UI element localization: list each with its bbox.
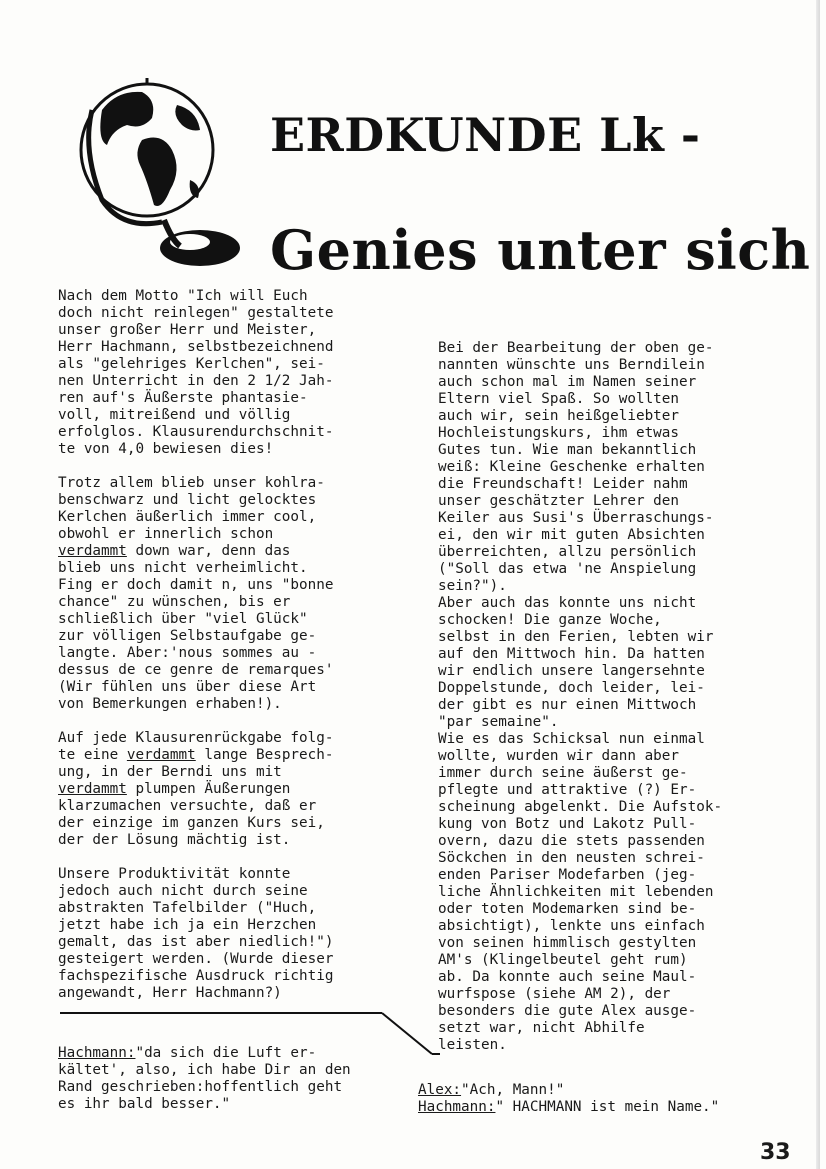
speaker-label: Hachmann: (58, 1045, 136, 1061)
footnote-hachmann-left: Hachmann:"da sich die Luft er- kältet', also, ich habe Dir an den Rand geschrieben:hoffentlich geht es ihr bald besser." (58, 1045, 351, 1112)
underlined-word: verdammt (58, 543, 127, 559)
underlined-word: verdammt (126, 747, 196, 763)
speaker-label: Alex: (418, 1082, 462, 1098)
paragraph-4: Unsere Produktivität konnte jedoch auch nicht durch seine abstrakten Tafelbilder ("Huch, jetzt habe ich ja ein Herzchen gemalt, das ist aber niedlich!") gesteigert werden. (Wurde dieser fachspezifische Ausdruck richtig angewandt, Herr Hachmann?) (58, 866, 334, 1001)
underlined-word: verdammt (58, 781, 127, 797)
paragraph-3: Auf jede Klausurenrückgabe folg- te eine verdammt lange Besprech- ung, in der Berndi uns mit verdammt plumpen Äußerungen klarzumachen versuchte, daß er der einzige im ganzen Kurs sei, der der Lösung mächtig ist. (58, 730, 334, 848)
article-title-line1: ERDKUNDE Lk - (270, 108, 701, 162)
right-column (438, 340, 778, 1071)
paragraph-2: Trotz allem blieb unser kohlra- benschwarz und licht gelocktes Kerlchen äußerlich immer cool, obwohl er innerlich schon verdammt down war, denn das blieb uns nicht verheimlicht. Fing er doch damit n, uns "bonne chance" zu wünschen, bis er schließlich über "viel Glück" zur völligen Selbstaufgabe ge- langte. Aber:'nous sommes au - dessus de ce genre de remarques' (Wir fühlen uns über diese Art von Bemerkungen erhaben!). (58, 475, 334, 712)
globe-icon (72, 70, 242, 280)
paragraph-1: Nach dem Motto "Ich will Euch doch nicht reinlegen" gestaltete unser großer Herr und Meister, Herr Hachmann, selbstbezeichnend als "gelehriges Kerlchen", sei- nen Unterricht in den 2 1/2 Jah- ren auf's Äußerste phantasie- voll, mitreißend und völlig erfolglos. Klausurendurchschnit- te von 4,0 bewiesen dies! (58, 288, 334, 457)
article-title-line2: Genies unter sich (270, 218, 811, 282)
speaker-label: Hachmann: (418, 1099, 496, 1115)
page-edge-shadow (816, 0, 820, 1169)
left-column (58, 288, 398, 1019)
page-number: 33 (760, 1140, 791, 1165)
footnote-dialogue: Alex:"Ach, Mann!" Hachmann:" HACHMANN ist mein Name." (418, 1082, 720, 1115)
right-paragraph: Bei der Bearbeitung der oben ge- nannten wünschte uns Berndilein auch schon mal im Namen seiner Eltern viel Spaß. So wollten auch wir, sein heißgeliebter Hochleistungskurs, ihm etwas Gutes tun. Wie man bekanntlich weiß: Kleine Geschenke erhalten die Freundschaft! Leider nahm unser geschätzter Lehrer den Keiler aus Susi's Überraschungs- ei, den wir mit guten Absichten überreichten, allzu persönlich ("Soll das etwa 'ne Anspielung sein?"). Aber auch das konnte uns nicht schocken! Die ganze Woche, selbst in den Ferien, lebten wir auf den Mittwoch hin. Da hatten wir endlich unsere langersehnte Doppelstunde, doch leider, lei- der gibt es nur einen Mittwoch "par semaine". Wie es das Schicksal nun einmal wollte, wurden wir dann aber immer durch seine äußerst ge- pflegte und attraktive (?) Er- scheinung abgelenkt. Die Aufstok- kung von Botz und Lakotz Pull- overn, dazu die stets passenden Söckchen in den neusten schrei- enden Pariser Modefarben (jeg- liche Ähnlichkeiten mit lebenden oder toten Modemarken sind be- absichtigt), lenkte uns einfach von seinen himmlisch gestylten AM's (Klingelbeutel geht rum) ab. Da konnte auch seine Maul- wurfspose (siehe AM 2), der besonders die gute Alex ausge- setzt war, nicht Abhilfe leisten. (438, 340, 723, 1053)
